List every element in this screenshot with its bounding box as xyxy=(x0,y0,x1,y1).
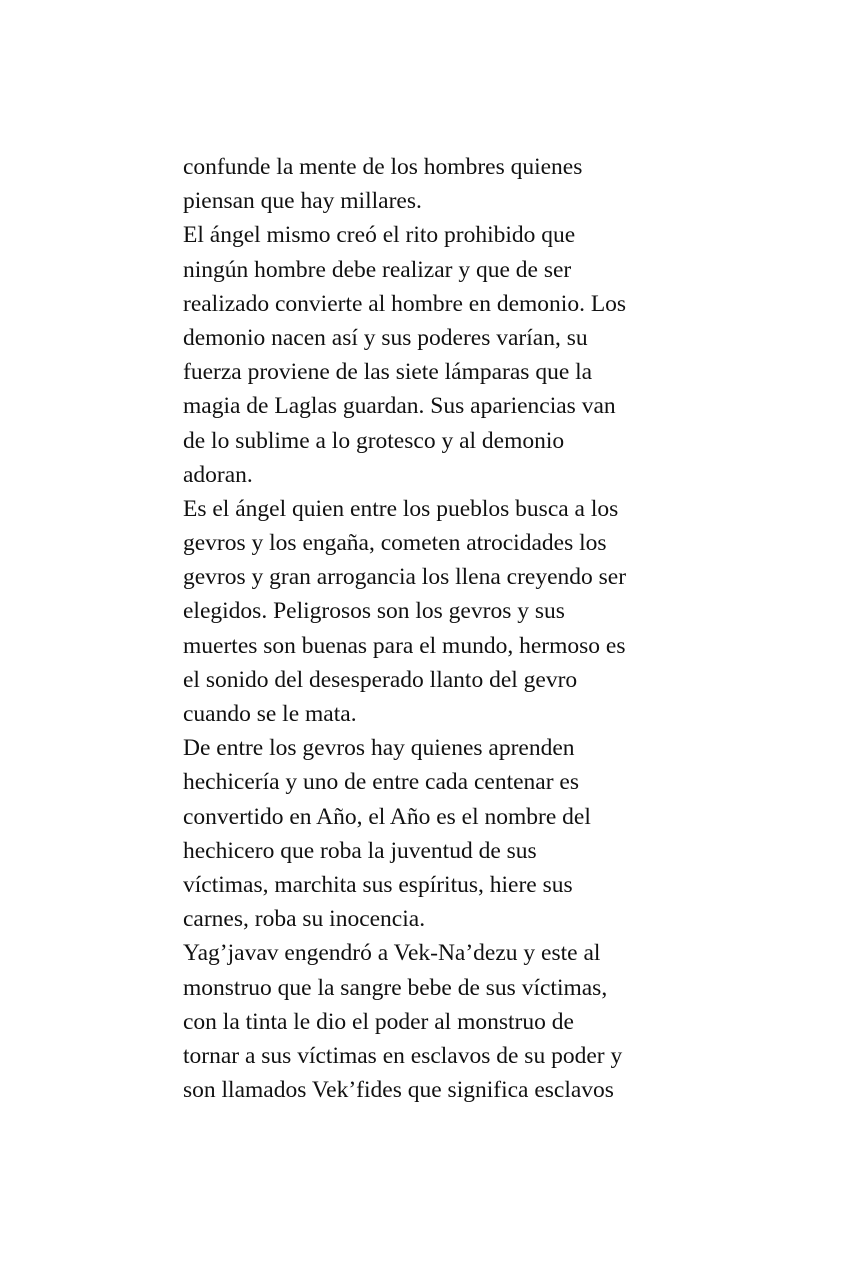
text-line: Es el ángel quien entre los pueblos busca a los xyxy=(183,495,619,522)
text-line: víctimas, marchita sus espíritus, hiere sus xyxy=(183,871,573,898)
text-line: convertido en Año, el Año es el nombre del xyxy=(183,803,591,830)
text-line: fuerza proviene de las siete lámparas que la xyxy=(183,359,593,386)
text-line: El ángel mismo creó el rito prohibido que xyxy=(183,222,576,249)
text-line: magia de Laglas guardan. Sus apariencias van xyxy=(183,393,616,420)
text-line: tornar a sus víctimas en esclavos de su poder y xyxy=(183,1042,623,1069)
text-line: son llamados Vek’fides que significa esclavos xyxy=(183,1077,614,1104)
text-line: ningún hombre debe realizar y que de ser xyxy=(183,256,572,283)
text-line: gevros y los engaña, cometen atrocidades los xyxy=(183,530,607,557)
text-line: de lo sublime a lo grotesco y al demonio xyxy=(183,427,565,454)
text-line: hechicería y uno de entre cada centenar es xyxy=(183,769,580,796)
text-line: piensan que hay millares. xyxy=(183,188,422,215)
body-text xyxy=(183,150,683,1107)
text-line: hechicero que roba la juventud de sus xyxy=(183,837,537,864)
text-line: demonio nacen así y sus poderes varían, su xyxy=(183,324,588,351)
text-line: confunde la mente de los hombres quienes xyxy=(183,154,583,180)
text-line: muertes son buenas para el mundo, hermoso es xyxy=(183,632,626,659)
text-line: gevros y gran arrogancia los llena creyendo ser xyxy=(183,564,627,591)
text-line: adoran. xyxy=(183,461,253,488)
text-line: con la tinta le dio el poder al monstruo de xyxy=(183,1008,574,1035)
text-line: carnes, roba su inocencia. xyxy=(183,906,426,933)
text-line: realizado convierte al hombre en demonio. Los xyxy=(183,290,627,317)
text-line: monstruo que la sangre bebe de sus víctimas, xyxy=(183,974,608,1001)
text-line: Yag’javav engendró a Vek-Na’dezu y este al xyxy=(183,940,601,967)
text-line: elegidos. Peligrosos son los gevros y sus xyxy=(183,598,565,625)
text-line: el sonido del desesperado llanto del gevro xyxy=(183,666,578,693)
text-line: cuando se le mata. xyxy=(183,701,357,727)
text-line: De entre los gevros hay quienes aprenden xyxy=(183,735,575,762)
